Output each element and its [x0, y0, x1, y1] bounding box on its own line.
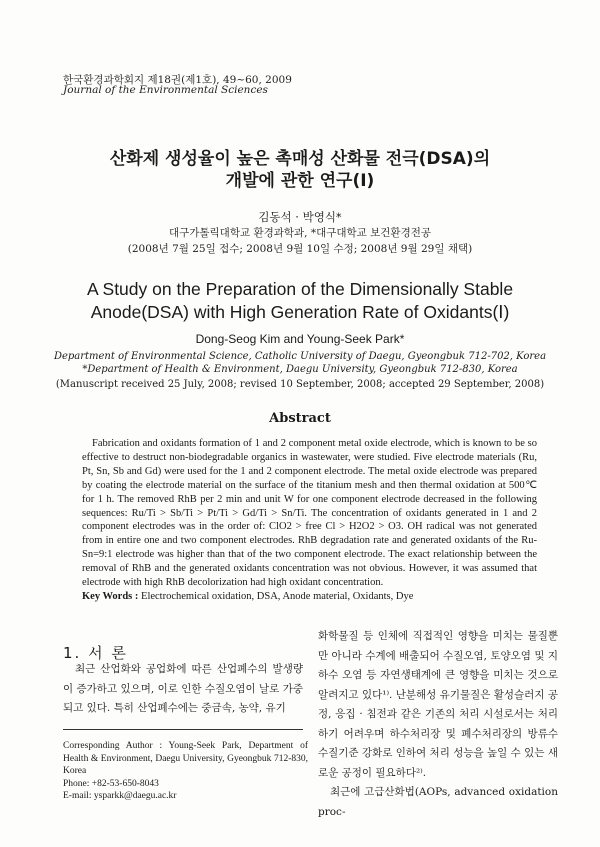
english-title	[0, 278, 600, 324]
keywords-label: Key Words :	[82, 591, 139, 602]
korean-title-line1: 산화제 생성율이 높은 촉매성 산화물 전극(DSA)의	[109, 149, 491, 169]
abstract-heading: Abstract	[269, 411, 331, 426]
journal-citation: 한국환경과학회지 제18권(제1호), 49~60, 2009	[63, 74, 292, 86]
right-column	[318, 627, 558, 822]
section-title: 1. 서 론	[63, 644, 128, 662]
abstract-body	[82, 437, 537, 590]
abstract-text: Fabrication and oxidants formation of 1 and 2 component metal oxide electrode, which is known to be so effective to destruct non-biodegradable organics in wastewater, were studied. Five electrode materials (Ru, Pt, Sn, Sb and Gd) were used for the 1 and 2 component electrode. The metal oxide electrode was prepared by coating the electrode material on the surface of the titanium mesh and then thermal oxidation at 500℃ for 1 h. The removed RhB per 2 min and unit W for one component electrode decreased in the following sequences: Ru/Ti > Sb/Ti > Pt/Ti > Gd/Ti > Sn/Ti. The concentration of oxidants generated in 1 and 2 component electrodes was in the order of: ClO2 > free Cl > H2O2 > O3. OH radical was not generated from in entire one and two component electrodes. RhB degradation rate and generated oxidants of the Ru-Sn=9:1 electrode was higher than that of the two component electrode. The exact relationship between the removal of RhB and the generated oxidants concentration was not obvious. However, it was assumed that electrode with high RhB decolorization had high oxidant concentration.	[82, 438, 537, 589]
english-title-line1: A Study on the Preparation of the Dimensionally Stable	[86, 279, 514, 299]
english-authors: Dong-Seog Kim and Young-Seek Park*	[195, 332, 405, 346]
left-paragraph: 최근 산업화와 공업화에 따른 산업폐수의 발생량이 증가하고 있으며, 이로 인한 수질오염이 날로 가중되고 있다. 특히 산업폐수에는 중금속, 농약, 유기	[63, 663, 303, 714]
english-dates: (Manuscript received 25 July, 2008; revised 10 September, 2008; accepted 29 September, 2008)	[55, 379, 545, 390]
korean-title	[0, 148, 600, 192]
journal-name: Journal of the Environmental Sciences	[63, 84, 268, 96]
corresponding-author-line: Corresponding Author : Young-Seek Park, Department of Health & Environment, Daegu University, Gyeongbuk 712-830, Korea	[63, 741, 308, 776]
keywords-text: Electrochemical oxidation, DSA, Anode material, Oxidants, Dye	[138, 591, 414, 602]
keywords	[82, 591, 542, 602]
english-title-line2: Anode(DSA) with High Generation Rate of Oxidants(Ⅰ)	[90, 302, 510, 322]
corresponding-phone: Phone: +82-53-650-8043	[63, 778, 159, 789]
korean-authors: 김동석 · 박영식*	[258, 210, 342, 224]
corresponding-email: E-mail: ysparkk@daegu.ac.kr	[63, 791, 177, 801]
korean-affiliation: 대구가톨릭대학교 환경과학과, *대구대학교 보건환경전공	[168, 227, 432, 239]
english-affiliation-1: Department of Environmental Science, Catholic University of Daegu, Gyeongbuk 712-702, Korea	[53, 351, 547, 362]
right-paragraph-2: 최근에 고급산화법(AOPs, advanced oxidation proc-	[318, 786, 558, 818]
english-affiliation-2: *Department of Health & Environment, Daegu University, Gyeongbuk 712-830, Korea	[82, 364, 518, 375]
corresponding-author	[63, 740, 308, 803]
right-paragraph-1: 화학물질 등 인체에 직접적인 영향을 미치는 물질뿐만 아니라 수계에 배출되어 수질오염, 토양오염 및 지하수 오염 등 자연생태계에 큰 영향을 미치는 것으로 알려지고 있다¹⁾. 난분해성 유기물질은 활성슬러지 공정, 응집 · 침전과 같은 기존의 처리 시설로서는 처리하기 어려우며 하수처리장 및 폐수처리장의 방류수 수질기준 강화로 인하여 처리 성능을 높일 수 있는 새로운 공정이 필요하다²⁾.	[318, 630, 558, 779]
footnote-divider	[63, 729, 303, 730]
korean-dates: (2008년 7월 25일 접수; 2008년 9월 10일 수정; 2008년 9월 29일 채택)	[127, 243, 473, 255]
korean-title-line2: 개발에 관한 연구(Ⅰ)	[225, 171, 375, 191]
left-column	[63, 660, 303, 719]
